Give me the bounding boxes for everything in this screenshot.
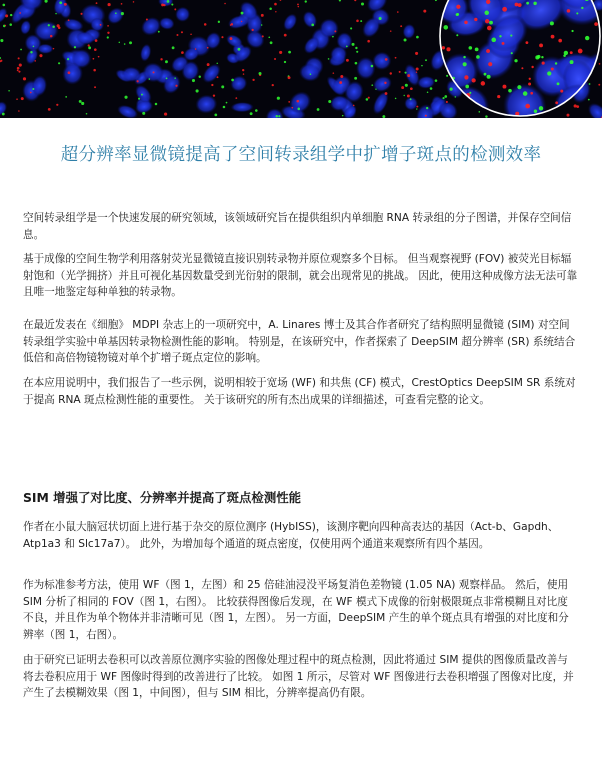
section-heading: SIM 增强了对比度、分辨率并提高了斑点检测性能 xyxy=(23,490,301,505)
microscopy-banner-image xyxy=(0,0,602,118)
intro-paragraph-2: 基于成像的空间生物学利用落射荧光显微镜直接识别转录物并原位观察多个目标。 但当观察视野 (FOV) 被荧光目标辐射饱和（光学拥挤）并且可视化基因数量受到光衍射的限制，就会出现常见的挑战。 因此，使用这种成像方法无法可靠且唯一地鉴定每种单独的转录物。 xyxy=(23,253,578,298)
intro-paragraph-1: 空间转录组学是一个快速发展的研究领域，该领域研究旨在提供组织内单细胞 RNA 转录组的分子图谱，并保存空间信息。 xyxy=(23,212,572,241)
intro-paragraph-3: 在最近发表在《细胞》 MDPI 杂志上的一项研究中，A. Linares 博士及其合作者研究了结构照明显微镜 (SIM) 对空间转录组学实验中单基因转录物检测性能的影响。 特别是，在该研究中，作者探索了 DeepSIM 超分辨率 (SR) 系统结合低倍和高倍物镜物镜对单个扩增子斑点定位的影响。 xyxy=(23,319,576,364)
intro-paragraph-4: 在本应用说明中，我们报告了一些示例，说明相较于宽场 (WF) 和共焦 (CF) 模式，CrestOptics DeepSIM SR 系统对于提高 RNA 斑点检测性能的重要性。 关于该研究的所有杰出成果的详细描述，可查看完整的论文。 xyxy=(23,377,576,406)
section-paragraph-3: 由于研究已证明去卷积可以改善原位测序实验的图像处理过程中的斑点检测，因此将通过 SIM 提供的图像质量改善与将去卷积应用于 WF 图像时得到的改善进行了比较。 如图 1 所示，尽管对 WF 图像进行去卷积增强了图像对比度，并产生了去模糊效果（图 1，中间图），但与 SIM 相比，分辨率提高仍有限。 xyxy=(23,654,574,699)
section-paragraph-1: 作者在小鼠大脑冠状切面上进行基于杂交的原位测序 (HybISS)，该测序靶向四种高表达的基因（Act-b、Gapdh、Atp1a3 和 Slc17a7）。 此外，为增加每个通道的斑点密度，仅使用两个通道来观察所有四个基因。 xyxy=(23,521,559,550)
page-title: 超分辨率显微镜提高了空间转录组学中扩增子斑点的检测效率 xyxy=(60,145,542,165)
section-paragraph-2: 作为标准参考方法，使用 WF（图 1，左图）和 25 倍硅油浸没平场复消色差物镜 (1.05 NA) 观察样品。 然后，使用 SIM 分析了相同的 FOV（图 1，右图）。 比较获得图像后发现，在 WF 模式下成像的衍射极限斑点非常模糊且对比度不良，并且作为单个物体并非清晰可见（图 1，左图）。 另一方面，DeepSIM 产生的单个斑点具有增强的对比度和分辨率（图 1，右图）。 xyxy=(23,579,569,641)
